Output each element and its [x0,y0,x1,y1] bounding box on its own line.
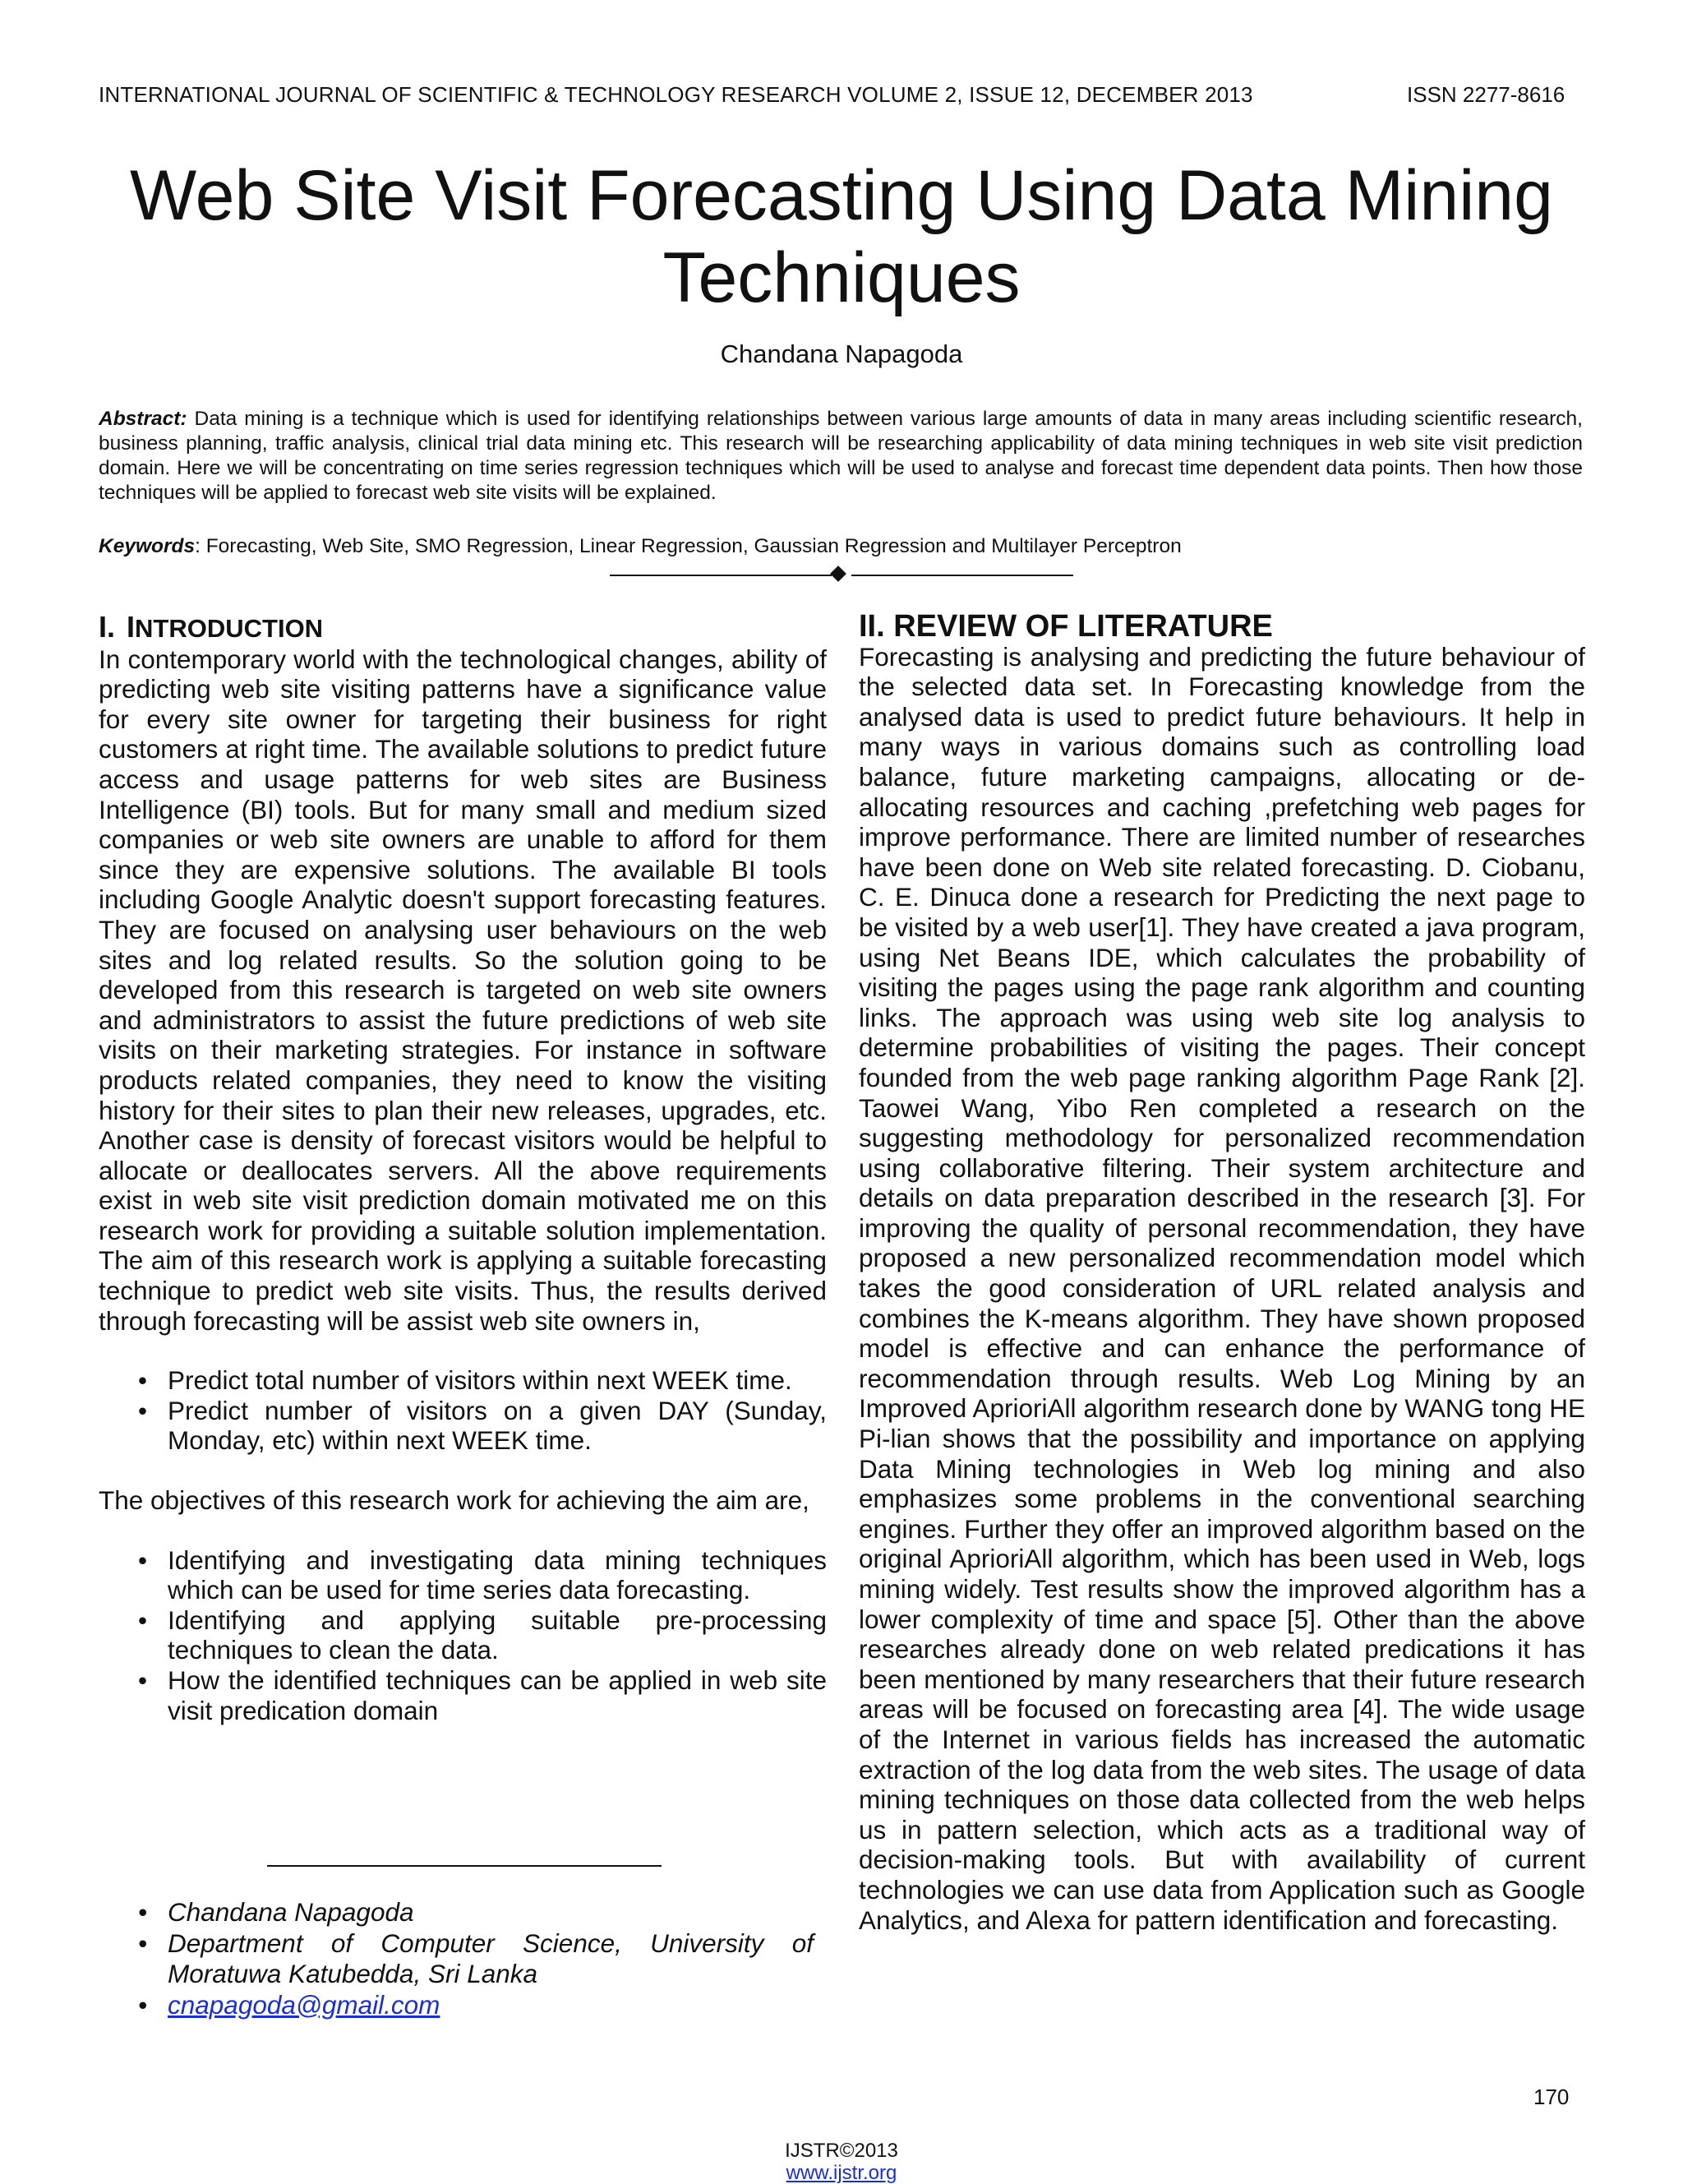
literature-review-section [859,609,1585,1935]
title-line-1: Web Site Visit Forecasting Using Data Mining [130,156,1553,235]
intro-body: In contemporary world with the technological changes, ability of predicting web site visiting patterns have a significance value for every site owner for targeting their business for right customers at right time. The available solutions to predict future access and usage patterns for web sites are Business Intelligence (BI) tools. But for many small and medium sized companies or web site owners are unable to afford for them since they are expensive solutions. The available BI tools including Google Analytic doesn't support forecasting features. They are focused on analysing user behaviours on the web sites and log related results. So the solution going to be developed from this research is targeted on web site owners and administrators to assist the future predictions of web site visits on their marketing strategies. For instance in software products related companies, they need to know the visiting history for their sites to plan their new releases, upgrades, etc. Another case is density of forecast visitors would be helpful to allocate or deallocates servers. All the above requirements exist in web site visit prediction domain motivated me on this research work for providing a suitable solution implementation. The aim of this research work is applying a suitable forecasting technique to predict web site visits. Thus, the results derived through forecasting will be assist web site owners in, [99,644,827,1336]
author-notes [99,1897,814,2020]
page-footer [0,2140,1683,2184]
aims-list [99,1365,827,1456]
abstract-label: Abstract: [99,408,187,430]
footer-website-link[interactable]: www.ijstr.org [786,2162,897,2184]
list-item: • Predict total number of visitors within next WEEK time. [99,1365,827,1396]
title-line-2: Techniques [662,238,1021,317]
divider-line-right [851,575,1073,576]
intro-heading-initial: I [127,610,136,644]
page-number: 170 [1533,2085,1570,2109]
footnote-rule [267,1865,662,1867]
list-item: • Predict number of visitors on a given DAY (Sunday, Monday, etc) within next WEEK time. [99,1396,827,1456]
issn-label: ISSN 2277-8616 [1407,82,1565,107]
author-note-email-item [99,1990,814,2021]
intro-heading [99,612,827,644]
keywords [99,534,1583,559]
review-heading: II. REVIEW OF LITERATURE [859,609,1273,644]
intro-heading-rest: NTRODUCTION [135,614,324,643]
author-note-affiliation: • Department of Computer Science, University of Moratuwa Katubedda, Sri Lanka [99,1928,814,1990]
section-divider [610,566,1073,584]
footer-copyright: IJSTR©2013 [785,2140,898,2162]
intro-heading-number: I. [99,610,116,644]
divider-line-left [610,575,832,576]
paper-title [99,155,1584,319]
introduction-section [99,612,827,1725]
author-note-name: • Chandana Napagoda [99,1897,814,1928]
keywords-label: Keywords [99,535,196,557]
list-item: • Identifying and applying suitable pre-processing techniques to clean the data. [99,1605,827,1665]
objectives-list [99,1545,827,1726]
list-item: • Identifying and investigating data mining techniques which can be used for time series data forecasting. [99,1545,827,1605]
objectives-intro: The objectives of this research work for achieving the aim are, [99,1485,809,1516]
journal-header: INTERNATIONAL JOURNAL OF SCIENTIFIC & TECHNOLOGY RESEARCH VOLUME 2, ISSUE 12, DECEMBER 2013 [99,82,1253,107]
divider-diamond [830,566,846,582]
author-name: Chandana Napagoda [720,339,963,368]
keywords-text: : Forecasting, Web Site, SMO Regression, Linear Regression, Gaussian Regression and Multilayer Perceptron [195,535,1182,557]
abstract-text: Data mining is a technique which is used for identifying relationships between various large amounts of data in many areas including scientific research, business planning, traffic analysis, clinical trial data mining etc. This research will be researching applicability of data mining techniques in web site visit prediction domain. Here we will be concentrating on time series regression techniques which will be used to analyse and forecast time dependent data points. Then how those techniques will be applied to forecast web site visits will be explained. [99,408,1583,504]
author-email-link[interactable]: cnapagoda@gmail.com [168,1989,440,2020]
review-body: Forecasting is analysing and predicting the future behaviour of the selected data set. In Forecasting knowledge from the analysed data is used to predict future behaviours. It help in many ways in various domains such as controlling load balance, future marketing campaigns, allocating or de-allocating resources and caching ,prefetching web pages for improve performance. There are limited number of researches have been done on Web site related forecasting. D. Ciobanu, C. E. Dinuca done a research for Predicting the next page to be visited by a web user[1]. They have created a java program, using Net Beans IDE, which calculates the probability of visiting the pages using the page rank algorithm and counting links. The approach was using web site log analysis to determine probabilities of visiting the pages. Their concept founded from the web page ranking algorithm Page Rank [2]. Taowei Wang, Yibo Ren completed a research on the suggesting methodology for personalized recommendation using collaborative filtering. Their system architecture and details on data preparation described in the research [3]. For improving the quality of personal recommendation, they have proposed a new personalized recommendation model which takes the good consideration of URL related analysis and combines the K-means algorithm. They have shown proposed model is effective and can enhance the performance of recommendation through results. Web Log Mining by an Improved AprioriAll algorithm research done by WANG tong HE Pi-lian shows that the possibility and importance on applying Data Mining technologies in Web log mining and also emphasizes some problems in the conventional searching engines. Further they offer an improved algorithm based on the original AprioriAll algorithm, which has been used in Web, logs mining widely. Test results show the improved algorithm has a lower complexity of time and space [5]. Other than the above researches already done on web related predications it has been mentioned by many researchers that their future research areas will be focused on forecasting area [4]. The wide usage of the Internet in various fields has increased the automatic extraction of the log data from the web sites. The usage of data mining techniques on those data collected from the web helps us in pattern selection, which acts as a traditional way of decision-making tools. But with availability of current technologies we can use data from Application such as Google Analytics, and Alexa for pattern identification and forecasting. [859,641,1585,1935]
abstract [99,407,1583,506]
list-item: • How the identified techniques can be applied in web site visit predication domain [99,1665,827,1725]
